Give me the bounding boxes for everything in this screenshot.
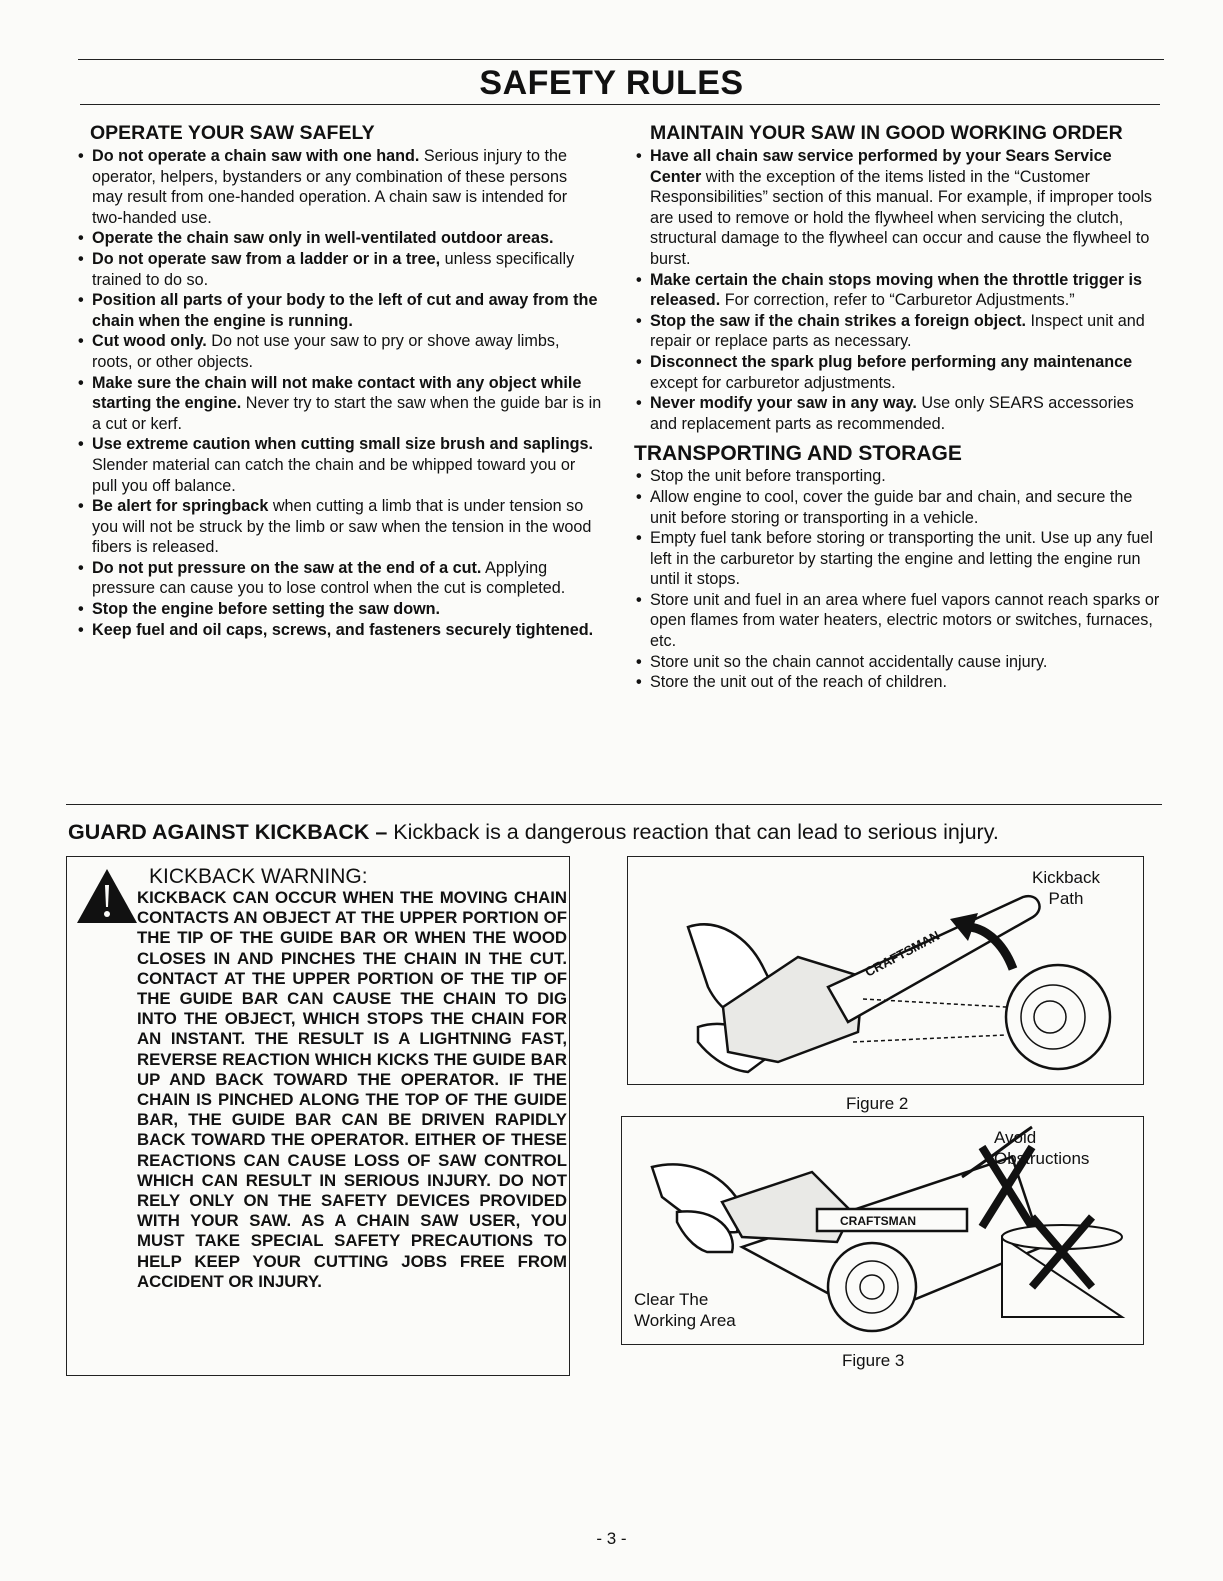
rule-item bbox=[634, 270, 1162, 311]
maintain-heading: MAINTAIN YOUR SAW IN GOOD WORKING ORDER bbox=[650, 122, 1123, 144]
figure2-brand-label: CRAFTSMAN bbox=[862, 927, 943, 980]
rule-item bbox=[76, 373, 602, 435]
rule-item-bold: Stop the engine before setting the saw down. bbox=[92, 600, 441, 619]
rule-item-bold: Cut wood only. bbox=[92, 332, 207, 351]
rule-item bbox=[76, 249, 602, 290]
rule-item-text: unless specifically trained to do so. bbox=[92, 249, 575, 289]
rule-item-text: when cutting a limb that is under tension so you will not be struck by the limb or saw when the tension in the wood fibers is released. bbox=[92, 497, 592, 557]
rule-item-bold: Do not operate a chain saw with one hand. bbox=[92, 147, 420, 165]
avoid-obstructions-label bbox=[994, 1127, 1089, 1169]
avoid-label-line2: Obstructions bbox=[994, 1149, 1090, 1168]
rule-item-text: Applying pressure can cause you to lose control when the cut is completed. bbox=[92, 558, 566, 598]
kickback-heading-text: Kickback is a dangerous reaction that can lead to serious injury. bbox=[387, 820, 999, 844]
rule-item-bold: Be alert for springback bbox=[92, 497, 269, 516]
rule-item-text: Use only SEARS accessories and replacement parts as recommended. bbox=[650, 394, 1134, 433]
rule-item bbox=[76, 331, 602, 372]
rule-item-text: For correction, refer to “Carburetor Adjustments.” bbox=[720, 291, 1075, 310]
kickback-rule bbox=[66, 804, 1162, 805]
kickback-warning-box bbox=[66, 856, 570, 1376]
rule-item bbox=[634, 352, 1162, 393]
rule-item-text: Serious injury to the operator, helpers, bystanders or any combination of these persons may result from one-handed operation. A chain saw is intended for two-handed use. bbox=[92, 147, 568, 227]
rule-item bbox=[634, 146, 1162, 270]
rule-item-bold: Make sure the chain will not make contact with any object while starting the engine. bbox=[92, 373, 582, 413]
warning-title: KICKBACK WARNING: bbox=[149, 865, 368, 888]
clear-working-area-label bbox=[634, 1289, 736, 1331]
rule-item bbox=[76, 228, 602, 249]
rule-item-bold: Keep fuel and oil caps, screws, and fasteners securely tightened. bbox=[92, 620, 594, 639]
rule-item-bold: Operate the chain saw only in well-ventilated outdoor areas. bbox=[92, 229, 554, 248]
left-column bbox=[76, 123, 602, 640]
page-title: SAFETY RULES bbox=[479, 64, 744, 102]
rule-item bbox=[634, 311, 1162, 352]
kickback-heading bbox=[68, 820, 999, 845]
rule-item bbox=[76, 558, 602, 599]
rule-item-bold: Do not put pressure on the saw at the end of a cut. bbox=[92, 558, 482, 577]
rule-item-text: except for carburetor adjustments. bbox=[650, 373, 896, 392]
rule-item bbox=[76, 290, 602, 331]
storage-item: • Store unit so the chain cannot accidentally cause injury. bbox=[634, 652, 1162, 673]
rule-item-bold: Position all parts of your body to the left of cut and away from the chain when the engine is running. bbox=[92, 291, 598, 330]
transport-list bbox=[634, 466, 1162, 693]
rule-item bbox=[76, 496, 602, 558]
warning-text: KICKBACK CAN OCCUR WHEN THE MOVING CHAIN CONTACTS AN OBJECT AT THE UPPER PORTION OF THE TIP OF THE GUIDE BAR OR WHEN THE WOOD CLOSES IN AND PINCHES THE CHAIN IN THE CUT. CONTACT AT THE UPPER PORTION OF THE TIP OF THE GUIDE BAR CAN CAUSE THE CHAIN TO DIG INTO THE OBJECT, WHICH STOPS THE CHAIN FOR AN INSTANT. THE RESULT IS A LIGHTNING FAST, REVERSE REACTION WHICH KICKS THE GUIDE BAR UP AND BACK TOWARD THE OPERATOR. IF THE CHAIN IS PINCHED ALONG THE TOP OF THE GUIDE BAR, THE GUIDE BAR CAN BE DRIVEN RAPIDLY BACK TOWARD THE OPERATOR. EITHER OF THESE REACTIONS CAN CAUSE LOSS OF SAW CONTROL WHICH CAN RESULT IN SERIOUS INJURY. DO NOT RELY ONLY ON THE SAFETY DEVICES PROVIDED WITH YOUR SAW. AS A CHAIN SAW USER, YOU MUST TAKE SPECIAL SAFETY PRECAUTIONS TO HELP KEEP YOUR CUTTING JOBS FREE FROM ACCIDENT OR INJURY. bbox=[137, 888, 567, 1291]
clear-label-line2: Working Area bbox=[634, 1311, 736, 1330]
figure-2-caption: Figure 2 bbox=[846, 1094, 909, 1113]
rule-item-bold: Have all chain saw service performed by your Sears Service Center bbox=[650, 147, 1112, 186]
rule-item-text: Slender material can catch the chain and be whipped toward you or pull you off balance. bbox=[92, 455, 576, 495]
kickback-path-label bbox=[1021, 867, 1111, 909]
rule-item-bold: Use extreme caution when cutting small size brush and saplings. bbox=[92, 435, 594, 454]
rule-item-bold: Do not operate saw from a ladder or in a tree, bbox=[92, 249, 441, 268]
maintain-list bbox=[634, 146, 1162, 434]
storage-item: • Allow engine to cool, cover the guide bar and chain, and secure the unit before storing or transporting in a vehicle. bbox=[634, 487, 1162, 528]
rule-item-text: with the exception of the items listed in the “Customer Responsibilities” section of this manual. For example, if improper tools are used to remove or hold the flywheel when servicing the clutch, structural damage to the flywheel can occur and cause the flywheel to burst. bbox=[650, 167, 1153, 268]
kickback-heading-bold: GUARD AGAINST KICKBACK – bbox=[68, 820, 388, 844]
rule-item-text: Inspect unit and repair or replace parts as necessary. bbox=[650, 311, 1145, 351]
figure-3 bbox=[621, 1116, 1144, 1345]
top-rule bbox=[78, 59, 1164, 60]
operate-safely-list bbox=[76, 146, 602, 640]
kickback-label-line2: Path bbox=[1048, 889, 1084, 908]
avoid-label-line1: Avoid bbox=[994, 1128, 1037, 1147]
right-column bbox=[634, 123, 1162, 693]
rule-item-bold: Disconnect the spark plug before performing any maintenance bbox=[650, 352, 1133, 371]
rule-item bbox=[76, 146, 602, 228]
storage-item: • Store unit and fuel in an area where fuel vapors cannot reach sparks or open flames from water heaters, electric motors or switches, furnaces, etc. bbox=[634, 590, 1162, 652]
title-underline bbox=[80, 104, 1160, 105]
rule-item bbox=[76, 434, 602, 496]
rule-item bbox=[634, 393, 1162, 434]
page-number: - 3 - bbox=[596, 1529, 627, 1548]
rule-item-text: Do not use your saw to pry or shove away limbs, roots, or other objects. bbox=[92, 332, 560, 371]
storage-item: • Store the unit out of the reach of children. bbox=[634, 672, 1162, 693]
clear-label-line1: Clear The bbox=[634, 1290, 709, 1309]
figure-3-caption: Figure 3 bbox=[842, 1351, 905, 1370]
rule-item-bold: Stop the saw if the chain strikes a foreign object. bbox=[650, 311, 1026, 330]
kickback-label-line1: Kickback bbox=[1031, 868, 1101, 887]
warning-triangle-icon bbox=[75, 867, 139, 925]
rule-item-bold: Never modify your saw in any way. bbox=[650, 394, 917, 413]
rule-item-text: Never try to start the saw when the guide bar is in a cut or kerf. bbox=[92, 394, 602, 433]
transport-heading: TRANSPORTING AND STORAGE bbox=[634, 442, 962, 466]
figure3-brand-label: CRAFTSMAN bbox=[840, 1214, 916, 1228]
operate-safely-heading: OPERATE YOUR SAW SAFELY bbox=[90, 122, 375, 144]
rule-item-bold: Make certain the chain stops moving when the throttle trigger is released. bbox=[650, 270, 1143, 310]
storage-item: • Stop the unit before transporting. bbox=[634, 466, 1162, 487]
figure-2 bbox=[627, 856, 1144, 1085]
rule-item bbox=[76, 620, 602, 641]
storage-item: • Empty fuel tank before storing or transporting the unit. Use up any fuel left in the carburetor by starting the engine and letting the engine run until it stops. bbox=[634, 528, 1162, 590]
rule-item bbox=[76, 599, 602, 620]
